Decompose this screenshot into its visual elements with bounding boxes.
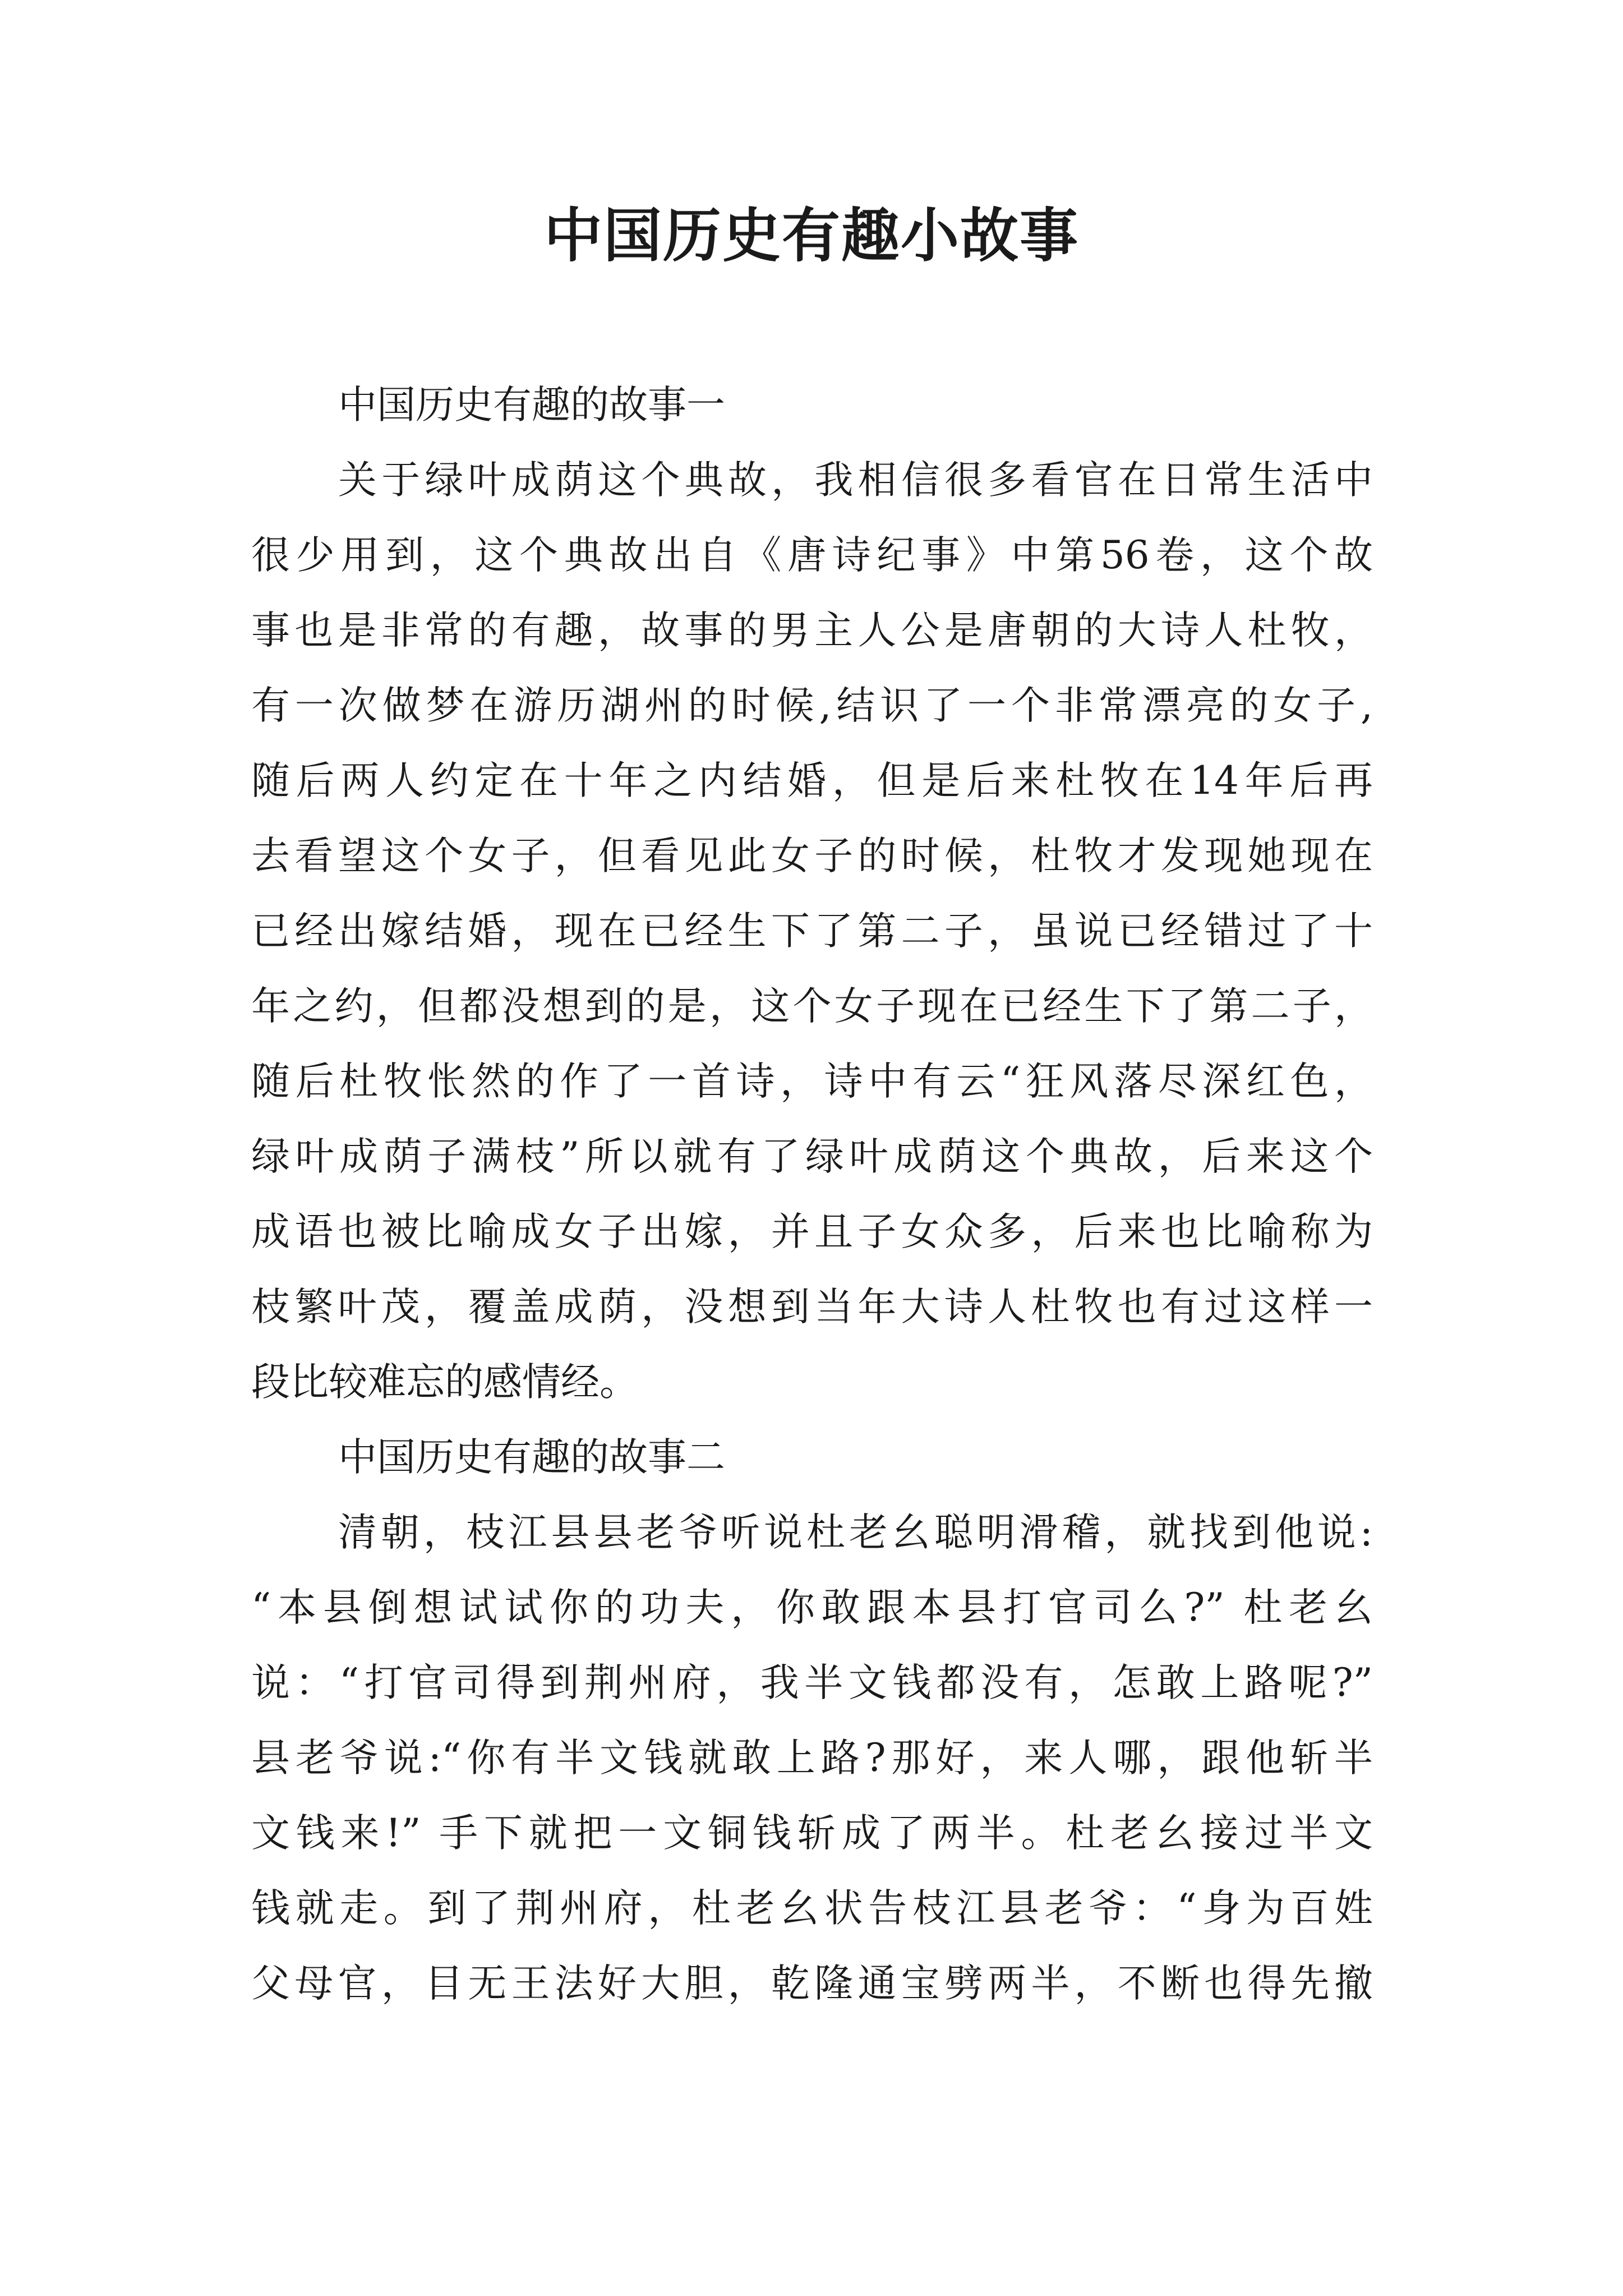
section-heading-2: 中国历史有趣的故事二 xyxy=(338,1435,725,1480)
section-heading-1: 中国历史有趣的故事一 xyxy=(338,383,725,427)
paragraph-line: 父母官，目无王法好大胆，乾隆通宝劈两半，不断也得先撤 xyxy=(251,1961,1373,2006)
document-body xyxy=(251,367,1373,2021)
paragraph-line: 关于绿叶成荫这个典故，我相信很多看官在日常生活中 xyxy=(338,458,1373,503)
document-title: 中国历史有趣小故事 xyxy=(543,201,1079,270)
paragraph-line: 钱就走。到了荆州府，杜老幺状告枝江县老爷：“身为百姓 xyxy=(251,1886,1373,1931)
paragraph-line: 说：“打官司得到荆州府，我半文钱都没有，怎敢上路呢?” xyxy=(251,1660,1373,1705)
paragraph-line: 去看望这个女子，但看见此女子的时候，杜牧才发现她现在 xyxy=(251,834,1373,878)
paragraph-line: 年之约，但都没想到的是，这个女子现在已经生下了第二子， xyxy=(251,984,1373,1029)
paragraph-line: 随后杜牧怅然的作了一首诗，诗中有云“狂风落尽深红色， xyxy=(251,1059,1373,1104)
paragraph-line: 很少用到，这个典故出自《唐诗纪事》中第56卷，这个故 xyxy=(251,533,1373,578)
paragraph-line: 成语也被比喻成女子出嫁，并且子女众多，后来也比喻称为 xyxy=(251,1209,1373,1254)
paragraph-line: 已经出嫁结婚，现在已经生下了第二子，虽说已经错过了十 xyxy=(251,909,1373,954)
paragraph-line: 清朝，枝江县县老爷听说杜老幺聪明滑稽，就找到他说: xyxy=(338,1510,1373,1555)
paragraph-line: 文钱来!” 手下就把一文铜钱斩成了两半。杜老幺接过半文 xyxy=(251,1811,1373,1856)
paragraph-line: 随后两人约定在十年之内结婚，但是后来杜牧在14年后再 xyxy=(251,758,1373,803)
paragraph-line: 县老爷说:“你有半文钱就敢上路?那好，来人哪，跟他斩半 xyxy=(251,1736,1373,1780)
paragraph-line: 有一次做梦在游历湖州的时候,结识了一个非常漂亮的女子, xyxy=(251,683,1373,728)
paragraph-line: 事也是非常的有趣，故事的男主人公是唐朝的大诗人杜牧， xyxy=(251,608,1373,653)
paragraph-line: “本县倒想试试你的功夫，你敢跟本县打官司么?” 杜老幺 xyxy=(251,1585,1373,1630)
paragraph-line: 绿叶成荫子满枝”所以就有了绿叶成荫这个典故，后来这个 xyxy=(251,1134,1373,1179)
paragraph-line: 段比较难忘的感情经。 xyxy=(251,1360,638,1405)
paragraph-line: 枝繁叶茂，覆盖成荫，没想到当年大诗人杜牧也有过这样一 xyxy=(251,1285,1373,1329)
